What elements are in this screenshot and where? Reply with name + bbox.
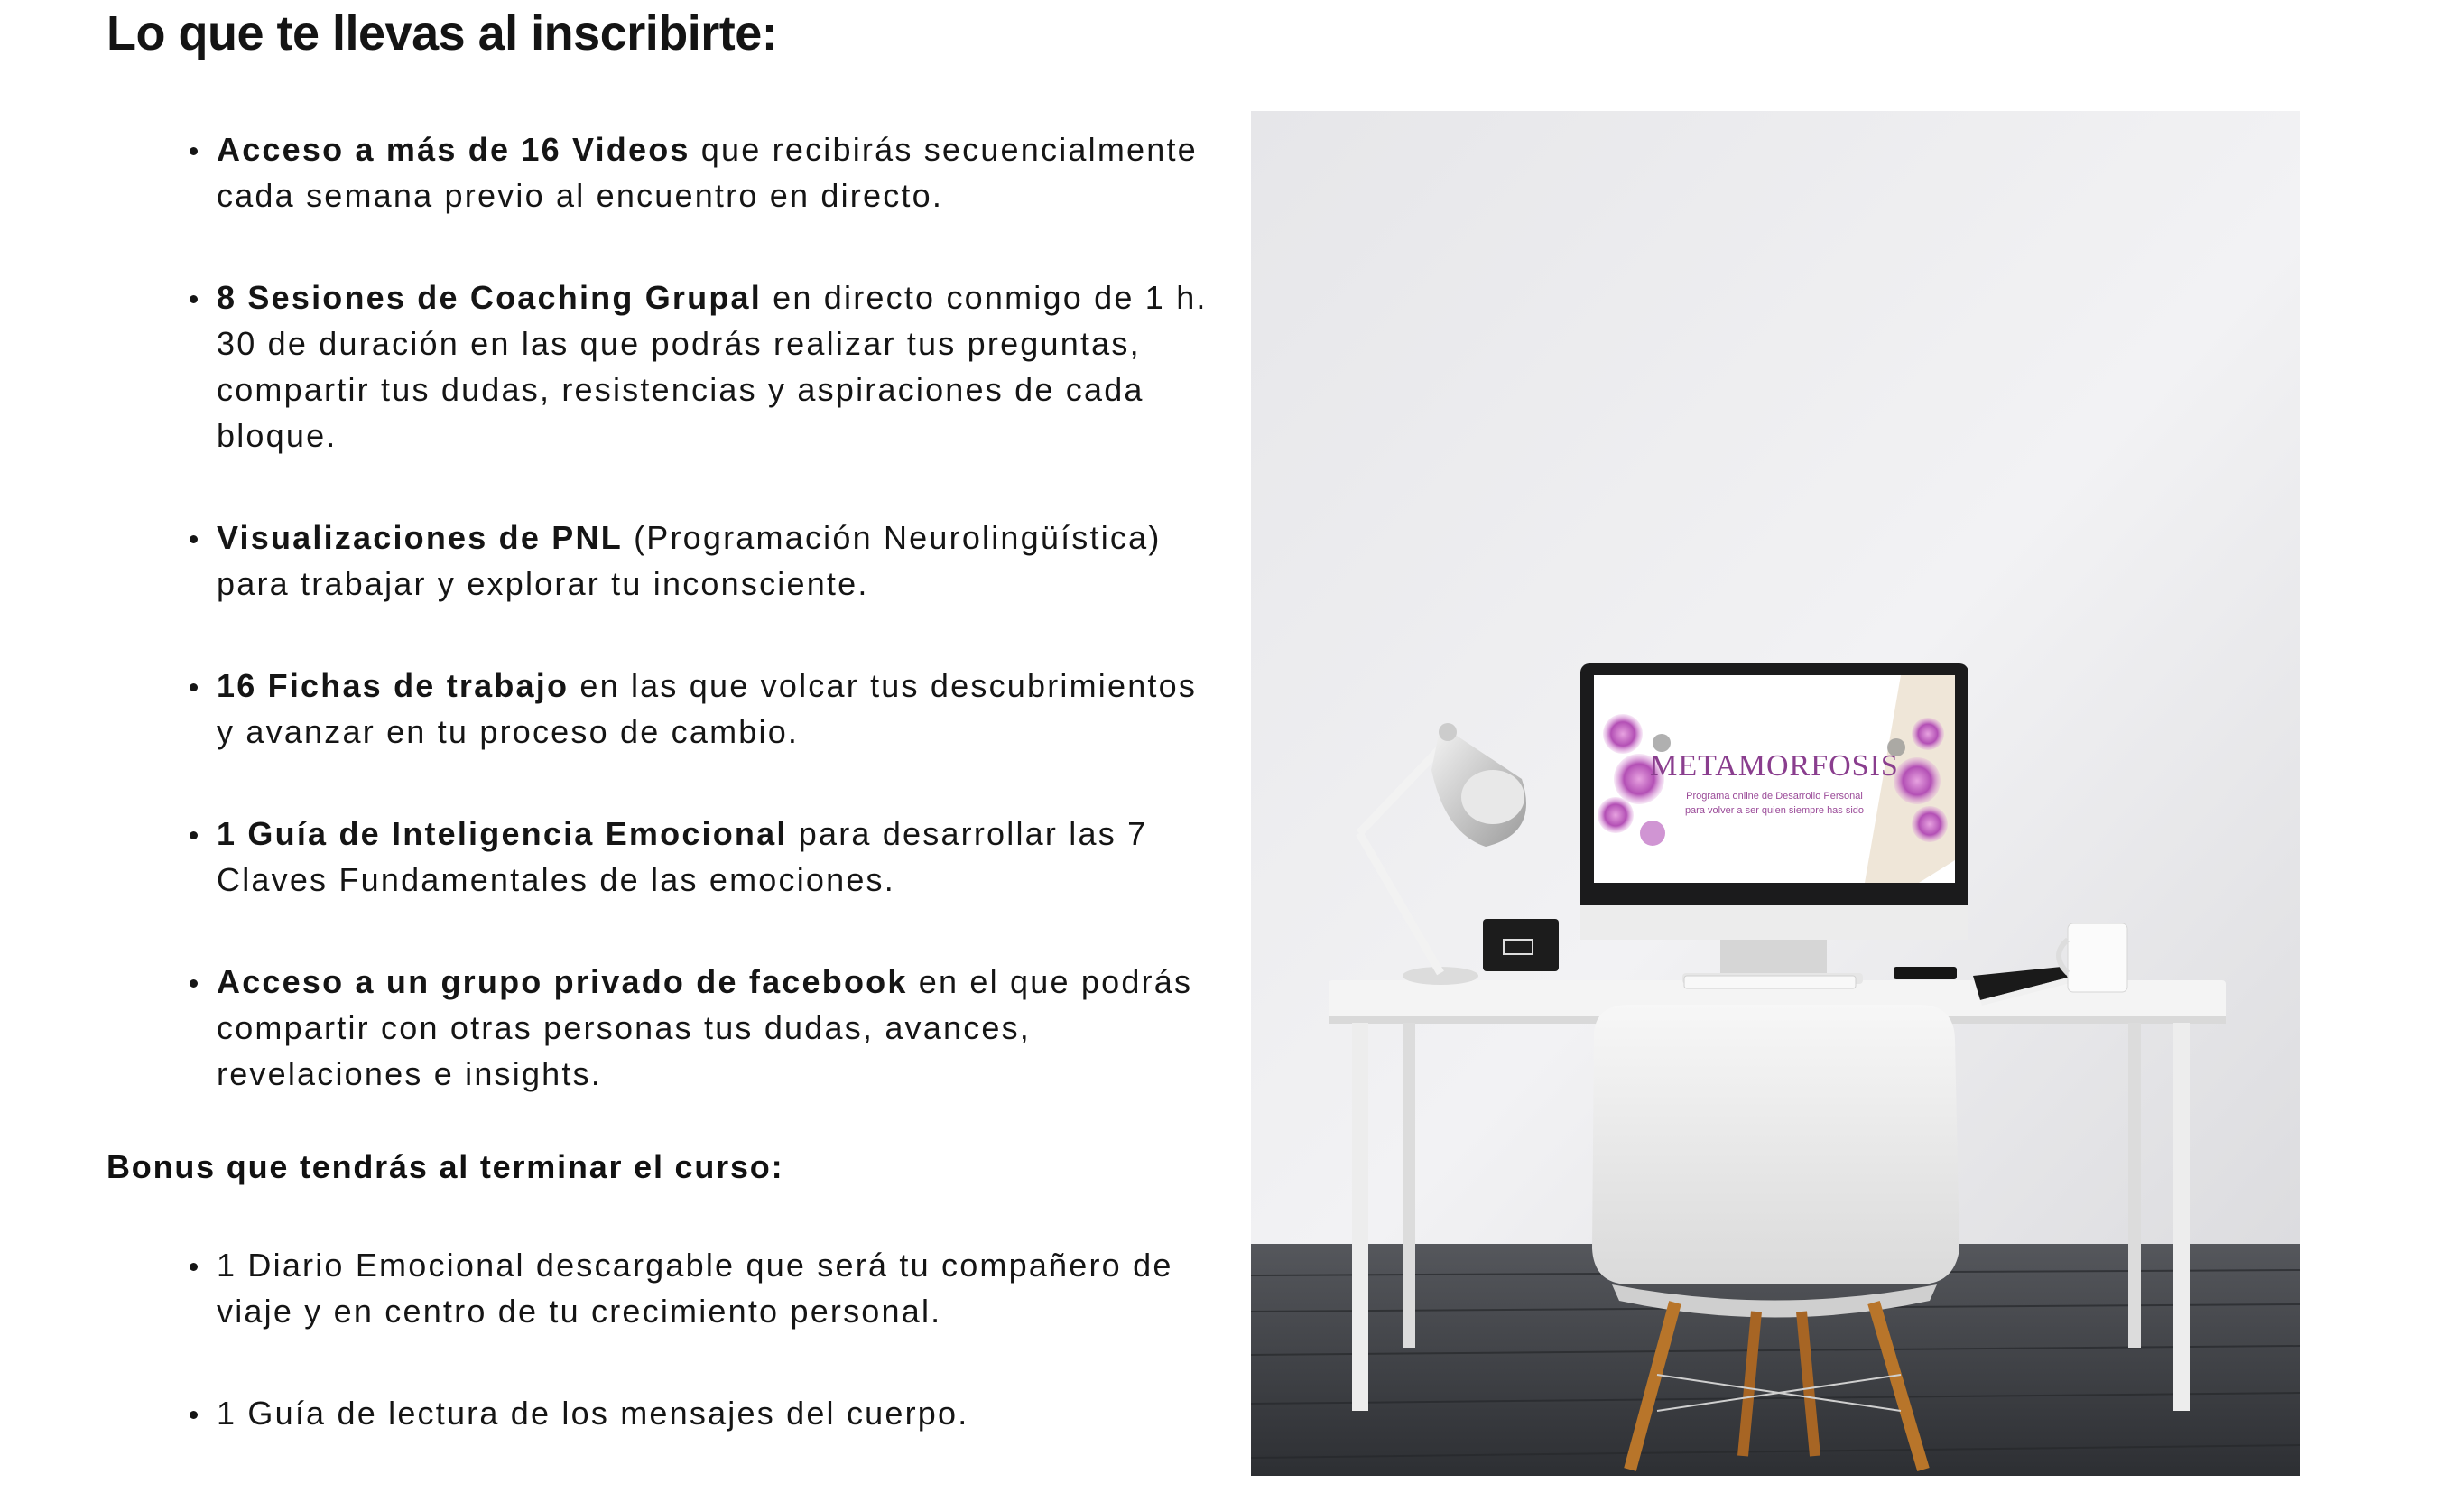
list-item: 1 Diario Emocional descargable que será tu compañero de viaje y en centro de tu crecimiento personal. — [107, 1242, 1208, 1334]
page-title: Lo que te llevas al inscribirte: — [107, 6, 778, 60]
benefits-section — [107, 126, 1208, 1492]
benefit-highlight: 1 Guía de Inteligencia Emocional — [217, 815, 788, 852]
list-item — [107, 126, 1208, 218]
list-item — [107, 811, 1208, 903]
bonus-list — [107, 1242, 1208, 1436]
list-item — [107, 515, 1208, 607]
benefit-text: en el que podrás compartir con otras personas tus dudas, avances, revelaciones e insights. — [217, 963, 1193, 1092]
benefit-text: para desarrollar las 7 Claves Fundamentales de las emociones. — [217, 815, 1148, 898]
screen-title: METAMORFOSIS — [1650, 749, 1899, 783]
list-item — [107, 663, 1208, 755]
benefit-highlight: 16 Fichas de trabajo — [217, 667, 570, 704]
benefit-text: en directo conmigo de 1 h. 30 de duración en las que podrás realizar tus preguntas, compartir tus dudas, resistencias y aspiraciones de cada bloque. — [217, 279, 1208, 454]
screen-subtitle-line2: para volver a ser quien siempre has sido — [1684, 805, 1865, 816]
benefit-text: (Programación Neurolingüística) para trabajar y explorar tu inconsciente. — [217, 519, 1162, 602]
benefit-highlight: Acceso a más de 16 Videos — [217, 131, 690, 168]
benefit-highlight: Visualizaciones de PNL — [217, 519, 623, 556]
benefit-highlight: Acceso a un grupo privado de facebook — [217, 963, 908, 1000]
screen-subtitle-line1: Programa online de Desarrollo Personal — [1686, 791, 1863, 802]
list-item — [107, 274, 1208, 459]
benefit-highlight: 8 Sesiones de Coaching Grupal — [217, 279, 762, 316]
desk-scene-image — [1251, 111, 2300, 1476]
list-item: 1 Guía de lectura de los mensajes del cuerpo. — [107, 1390, 1208, 1436]
benefits-list — [107, 126, 1208, 1097]
benefit-text: en las que volcar tus descubrimientos y avanzar en tu proceso de cambio. — [217, 667, 1198, 750]
benefit-text: que recibirás secuencialmente cada semana previo al encuentro en directo. — [217, 131, 1198, 214]
course-desk-photo — [1251, 111, 2300, 1476]
list-item — [107, 959, 1208, 1097]
bonus-heading: Bonus que tendrás al terminar el curso: — [107, 1148, 784, 1185]
